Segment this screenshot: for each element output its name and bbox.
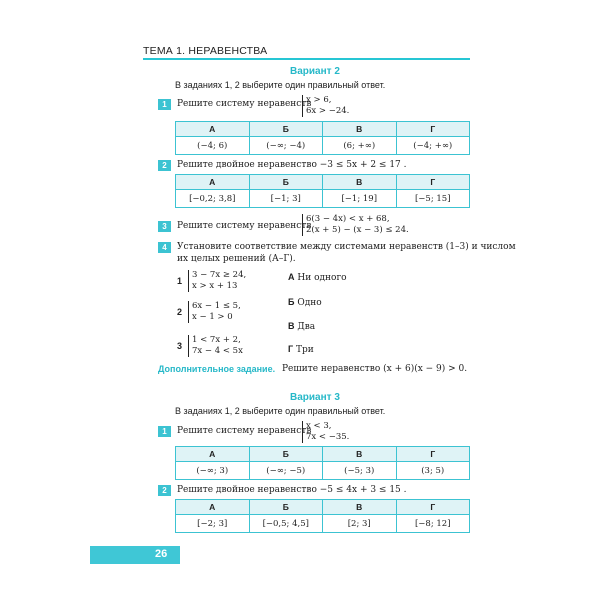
system-number: 1 <box>177 276 183 286</box>
answer-cell: (6; +∞) <box>323 137 397 155</box>
question-text: Решите систему неравенств <box>177 99 312 109</box>
inequality-system <box>302 95 349 117</box>
inequality-system <box>302 214 409 236</box>
question-number-badge: 1 <box>158 426 171 437</box>
answer-header: А <box>176 500 250 515</box>
answer-header: В <box>323 122 397 137</box>
system-line: x < 3, <box>306 421 332 431</box>
answer-table <box>175 121 470 155</box>
answer-header: А <box>176 447 250 462</box>
match-option <box>288 272 347 283</box>
answer-cell: (−4; +∞) <box>396 137 470 155</box>
answer-header: Б <box>249 122 323 137</box>
header-divider <box>143 58 470 60</box>
match-option <box>288 321 315 332</box>
answer-header: В <box>323 175 397 190</box>
answer-cell: (−∞; −4) <box>249 137 323 155</box>
question-number-badge: 3 <box>158 221 171 232</box>
answer-cell: (−5; 3) <box>323 462 397 480</box>
answer-header: Г <box>396 175 470 190</box>
answer-header: Б <box>249 447 323 462</box>
question-number-badge: 2 <box>158 485 171 496</box>
question-text: Решите двойное неравенство −3 ≤ 5x + 2 ≤ 17 . <box>177 160 407 170</box>
system-line: 6x > −24. <box>306 106 350 116</box>
variant-3-intro: В заданиях 1, 2 выберите один правильный ответ. <box>175 406 386 416</box>
question-text: Установите соответствие между системами неравенств (1–3) и числом <box>177 242 516 252</box>
answer-header: Г <box>396 122 470 137</box>
match-option <box>288 344 314 355</box>
page-number: 26 <box>155 548 168 560</box>
inequality-system <box>302 421 349 443</box>
inequality-system <box>188 301 241 323</box>
extra-task-text: Решите неравенство (x + 6)(x − 9) > 0. <box>282 364 468 374</box>
option-letter: В <box>288 321 295 331</box>
answer-table <box>175 499 470 533</box>
answer-cell: [−0,2; 3,8] <box>176 190 250 208</box>
answer-table <box>175 174 470 208</box>
system-line: 2(x + 5) − (x − 3) ≤ 24. <box>306 225 409 235</box>
option-text: Одно <box>297 298 322 308</box>
inequality-system <box>188 335 243 357</box>
question-number-badge: 2 <box>158 160 171 171</box>
system-number: 2 <box>177 307 183 317</box>
system-line: x > 6, <box>306 95 332 105</box>
system-line: 7x < −35. <box>306 432 350 442</box>
answer-header: А <box>176 175 250 190</box>
answer-header: Г <box>396 500 470 515</box>
option-letter: А <box>288 272 295 282</box>
answer-cell: [−1; 19] <box>323 190 397 208</box>
answer-cell: [−1; 3] <box>249 190 323 208</box>
answer-header: Б <box>249 500 323 515</box>
answer-header: Г <box>396 447 470 462</box>
system-line: 3 − 7x ≥ 24, <box>192 270 247 280</box>
answer-cell: (−4; 6) <box>176 137 250 155</box>
answer-cell: (3; 5) <box>396 462 470 480</box>
variant-2-title: Вариант 2 <box>290 66 340 77</box>
option-letter: Г <box>288 344 294 354</box>
question-number-badge: 4 <box>158 242 171 253</box>
answer-header: А <box>176 122 250 137</box>
extra-task-label: Дополнительное задание. <box>158 364 276 374</box>
answer-cell: [−8; 12] <box>396 515 470 533</box>
answer-cell: (−∞; −5) <box>249 462 323 480</box>
option-letter: Б <box>288 297 295 307</box>
option-text: Ни одного <box>297 273 347 283</box>
answer-cell: (−∞; 3) <box>176 462 250 480</box>
inequality-system <box>188 270 246 292</box>
answer-table <box>175 446 470 480</box>
option-text: Три <box>295 345 314 355</box>
system-line: 6(3 − 4x) < x + 68, <box>306 214 390 224</box>
answer-header: В <box>323 447 397 462</box>
answer-cell: [−2; 3] <box>176 515 250 533</box>
question-text: Решите двойное неравенство −5 ≤ 4x + 3 ≤ 15 . <box>177 485 407 495</box>
match-option <box>288 297 322 308</box>
answer-cell: [2; 3] <box>323 515 397 533</box>
option-text: Два <box>297 322 316 332</box>
system-line: x − 1 > 0 <box>192 312 233 322</box>
system-line: 1 < 7x + 2, <box>192 335 241 345</box>
system-number: 3 <box>177 341 183 351</box>
variant-2-intro: В заданиях 1, 2 выберите один правильный ответ. <box>175 80 386 90</box>
variant-3-title: Вариант 3 <box>290 392 340 403</box>
question-text: их целых решений (А–Г). <box>177 254 296 264</box>
answer-cell: [−5; 15] <box>396 190 470 208</box>
system-line: x > x + 13 <box>192 281 238 291</box>
question-text: Решите систему неравенств <box>177 221 312 231</box>
answer-header: В <box>323 500 397 515</box>
answer-header: Б <box>249 175 323 190</box>
page-header-title: ТЕМА 1. НЕРАВЕНСТВА <box>143 45 268 57</box>
system-line: 6x − 1 ≤ 5, <box>192 301 241 311</box>
answer-cell: [−0,5; 4,5] <box>249 515 323 533</box>
question-text: Решите систему неравенств <box>177 426 312 436</box>
question-number-badge: 1 <box>158 99 171 110</box>
system-line: 7x − 4 < 5x <box>192 346 243 356</box>
